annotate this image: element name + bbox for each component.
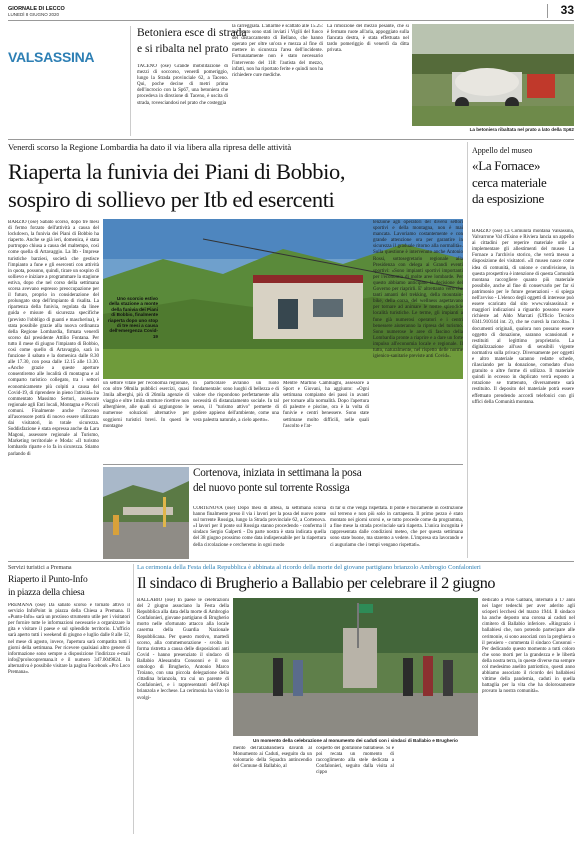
premana-headline-line2: in piazza della chiesa xyxy=(8,587,85,598)
main-column-2: un settore vitale per l'economia regionale, con oltre 98mila pubblici esercizi, quasi 3mila alberghi, più di 26mila agenzie di viaggio e oltre 1mila strutture ricettive non alberghiere, alle quali si aggiungono le numerose soluzioni alternative per soggiorni turistici brevi. In questi le montagne xyxy=(103,381,189,429)
cortenova-column-2: di far sì che venga rispettata. Il ponte è fisicamente in costruzione sul terreno e non più solo in cartapesta. Il primo pezzo è stato montato nei giorni scorsi e, se tutto procede come da programma, a fine mese la strada provinciale sarà riaperta. L'unica incognita è rappresentata dalle condizioni meteo, che per questa settimana sono state buone, ma staremo a vedere. L'impresa sta lavorando e ci auguriamo che i tempi vengano rispettati». xyxy=(330,506,463,548)
main-top-rule xyxy=(8,139,574,140)
main-column-5: tenzione agli operatori del diversi settori sportivi e della montagna, non è mai mancata. Lavoriamo costantemente e con grande attenzione ora per garantire in sicurezza il graduale ritorno alla normalità». Sulla questione è intervenuto anche Antonio Rossi, sottosegretario regionale alla Presidenza con delega ai Grandi eventi sportivi: «Sono impianti sportivi importanti per l'economia di molte aree lombarde. Per questo abbiamo anticipato la decisione del Governo per riaprirli. E' altrettanto vero che tanti amanti del trekking, della mountain-bike, della corsa, del wellness aspettavano per tornare ad animare le nostre splendide località turistiche. Le terme, gli impianti a fune già numerosi operatori e i centri benessere aiuteranno la ripresa del turismo. Sono numerose le aree di fascino della Lombardia pronte a riaprire e a dare un forte impulso all'economia locale e regionale. Il tutto, naturalmente, nel rispetto delle norme igienico-sanitarie previste anti Covid». xyxy=(373,220,463,360)
header-rule xyxy=(8,20,574,21)
section-divider xyxy=(130,26,131,136)
truck-photo xyxy=(412,24,574,126)
premana-divider xyxy=(133,564,134,834)
brugherio-column-4: dedicato a Pino Galbani, internato a 17 anni nei lager tedeschi per aver aderito agli scioperi lecchesi del marzo 1944. Il sindaco ha anche deposto una corona ai caduti nel cimitero di Ballabio inferiore. «Ringrazio i ballabiesi che, non potendo partecipare alle cerimonie, si sono associati con la preghiera o il pensiero - commenta il sindaco Consonni - Per dedicando questo momento a tutti coloro che sono morti per la grandezza e le libertà della nostra terra, in queste diverse ma sempre col medesimo anelito patriottico, questi anno abbiamo associato il ricordo dei ballabiesi vittime della pandemia, caduti in quella battaglia per la vita che ha dolorosamente provato la nostra comunità». xyxy=(482,598,575,695)
cortenova-headline xyxy=(193,466,465,502)
brugherio-column-1: BALLABIO (ose) In paese le celebrazioni del 2 giugno associano la Festa della Repubblica alla data della morte di Ambrogio Confalonieri, giovane partigiano di Brugherio morto nelle sfortunato attacco alla locale caserma della Guardia Nazionale Repubblicana. Per questo motivo, martedì scorso, alla commemorazione - svolta in forma ristretta a causa delle disposizioni anti Covid - hanno presenziato il sindaco di Ballabio Alessandra Consonni e il suo omologo di Brugherio, Antonio Marco Troiano, con una piccola delegazione della cittadina brianzola, tra cui un parente di Confalonieri, e i rappresentanti dell'Anpi brianzola e lecchese. La cerimonia ha visto lo svolgi- xyxy=(137,598,229,701)
masthead xyxy=(8,6,208,20)
brief-headline-line1: Betoniera esce di strada xyxy=(137,27,247,39)
premana-headline-line1: Riaperto il Punto-Info xyxy=(8,575,88,585)
premana-body: PREMANA (ose) Da sabato scorso è tornato attivo il servizio InfoPoint in piazza della Chiesa a Premana. Il «Punto-Info» sarà un prezioso strumento utile per i visitatori per fornire tutte le informazioni necessarie a organizzare la gita e visitare il paese e sul splendido territorio. L'ufficio sarà aperto tutti i weekend di giugno e luglio dalle 8 alle 12, nel mese di agosto, invece, l'apertura sarà compatita tutti i giorni della settimana. Per ricevere qualsiasi altro genere di informazione sono sempre a disposizione l'indirizzo e-mail info@prolocopremana.it e il numero 347.0049824. In alternativa è possibile visitare la pagina Facebook «Pro Loco Premana». xyxy=(8,603,130,676)
brief-column-1: TACENO (ose) Grande mobilitazione di mezzi di soccorso, venerdì pomeriggio, lungo la Strada provinciale 62, a Taceno. Qui, poche decine di metri prima dell'incrocio con la Sp67, una betoniera che procedeva in direzione di Taceno, è uscita di strada, rovesciandosi nel prato che costeggia xyxy=(137,64,228,106)
main-column-3: in particolare avranno un ruolo fondamentale: sono luoghi di bellezza e di valore che rispondono perfettamente alla necessità di distanziamento sociale. In tal senso, il "turismo attivo" permette di godere appieno dell'ambiente, come una vera palestra naturale, a cielo aperto». xyxy=(193,381,279,423)
truck-photo-caption: La betoniera ribaltata nel prato a lato della Sp62 xyxy=(469,127,574,132)
sidebar-body: BARZIO (ose) La Comunità montana Valsassina, Valvarrone Val d'Esino e Riviera lancia un appello ai cittadini per reperire materiale utile a implementare gli allestimenti del museo La Fornace a l'archivio storico, che verrà messo a disposizione dei visitatori. «Il museo nasce come idea di comunità, di unione e condivisione, in questa prospettiva è intenzione di questa Comunità montana raccogliere quanto più materiale possibile, anche al fine di conservarlo per far sì patrimonio per le future generazioni - si spiega nell'avviso - L'elenco degli oggetti di interesse può essere scaricato dal sito www.valsassina.it e maggiori indicazioni a riguardo possono essere richieste ad Aldo Marcati (Ufficio Tecnico 0341.910144 int. 2), che ne curerà la raccolta». I documenti originali, qualora non possano essere oggetto di donazione, saranno scansionati e restituiti al legittimo proprietario. La digitalizzazione all'uso di sensibili vigente normativa sulla privacy. Diversamente per oggetti e altro materiale saranno redatte schede, rilasciando per la donazione, comodato d'uso gratuito o altre forme di utilizzo. Il materiale quindi in eccesso in duplicato verrà esposto a rotazione se trattenuto, diversamente sarà restituito. Il deposito del materiale potrà essere effettuato prendendo accordi telefonici con gli uffici della Comunità montana. xyxy=(472,229,574,405)
cortenova-column-1: CORTENOVA (ose) Dopo mesi di attesa, la settimana scorsa hanno finalmente preso il via i lavori per la posa del nuovo ponte sul torrente Rossiga, lungo la Strada provinciale 62, a Cortenova. «I lavori per il ponte sul Rossiga stanno procedendo - conferma il sindaco Sergio Galperti - Da parte nostra è stata indicata quella del 38 giugno prossimo come data indispensabile per la riapertura della circolazione e cercheremo in ogni modo xyxy=(193,506,326,548)
main-headline-line2: sospiro di sollievo per Itb ed esercenti xyxy=(8,187,335,212)
brief-headline-line2: e si ribalta nel prato xyxy=(137,43,229,55)
sidebar-kicker: Appello del museo xyxy=(472,146,533,155)
brief-column-2: la carreggiata. L'allarme è scattato alle 15.25: sul posto sono stati inviati i Vigili del fuoco del distaccamento di Bellano, che hanno operato per oltre un'ora e mezza al fine di mettere in sicurezza l'area dell'incidente. Fortunatamente non è stato necessario l'intervento del 118: l'autista del mezzo, infatti, non ha riportato ferite e quindi non ha richiedere cure mediche. xyxy=(232,24,323,78)
main-column-1: BARZIO (ose) Sabato scorso, dopo tre mesi di fermo forzato dell'attività a causa del lockdown, la funivia dei Piani di Bobbio ha riaperto. Anche se già ieri, domenica, è stata purtroppo chiusa a causa del maltempo, così come quella di Artavaggio. La Itb - Imprese turistiche barziesi, società che gestisce l'impianto a fune e gli esercenti con attività in quota, possono, quindi, tirare un sospiro di sollievo e iniziare a programmare la stagione estiva, dopo che nel corso della settimana scorsa avevano espresso preoccupazione per il futuro, proprio in considerazione del prolungato stop dell'impianto di risalita. La ripartenza della funivia, regolata da linee guida e misure di sicurezza specifiche (previsto l'obbligo di guanti e mascherina), è stata possibile grazie alla nuova ordinanza della Regione Lombardia, firmata venerdì scorso dal presidente Attilio Fontana. Per tutto il mese di giugno l'impianto di Bobbio, così come quello di Artavaggio, sarà in funzione il sabato e la domenica dalle 8.30 alle 17.30, con posa dalle 12.15 alle 13.30. «Anche grazie a queste aperture consentiremo alle località di montagna e al comparto turistico collegato, tra i settori economicamente più colpiti a causa del Covid-19, di riprendere in pieno l'attività» ha commentato Massimo Sertori, assessore regionale agli Enti locali, Montagna e Piccoli comuni. Finalmente anche l'accesso all'ascensore potrà di nuovo essere utilizzato dai visitatori, in totale sicurezza. Soddisfazione è stata espressa anche da Lara Magoni, assessore regionale al Turismo, Marketing territoriale e Moda: «Il turismo lombardo riparte e lo fa in sicurezza. Stiamo parlando di xyxy=(8,220,99,457)
ceremony-photo xyxy=(233,598,478,736)
main-kicker: Venerdì scorso la Regione Lombardia ha dato il via libera alla ripresa delle attività xyxy=(8,142,292,152)
main-headline-line1: Riaperta la funivia dei Piani di Bobbio, xyxy=(8,159,346,184)
page-number-divider xyxy=(547,4,548,18)
sidebar-divider xyxy=(467,142,468,558)
sidebar-headline-line2: cerca materiale xyxy=(472,174,547,190)
premana-kicker: Servizi turistici a Premana xyxy=(8,565,72,571)
main-headline xyxy=(8,158,463,216)
brugherio-headline: Il sindaco di Brugherio a Ballabio per celebrare il 2 giugno xyxy=(137,574,496,592)
page-number: 33 xyxy=(560,3,574,17)
issue-date: LUNEDÌ 8 GIUGNO 2020 xyxy=(8,12,60,17)
sidebar-headline-line3: da esposizione xyxy=(472,191,544,206)
brief-column-3: La rimozione del mezzo pesante, che si è fermato ruote all'aria, appoggiato sulla fiancata destra, è stata effettuata nel tardo pomeriggio di venerdì da ditta privata. xyxy=(327,24,409,54)
main-column-4: Mentre Martino Cambiaghi, assessore a Sport e Giovani, ha aggiunto: «Ogni settimana compiamo dei passi in avanti per tornare alla normalità. Dopo l'apertura di palestre e piscine, ora è la volta di funivie e centri benessere. Sono state settimane molto difficili, nelle quali l'ascolto e l'at- xyxy=(283,381,369,429)
cortenova-headline-line1: Cortenova, iniziata in settimana la posa xyxy=(193,467,362,479)
sidebar-headline xyxy=(472,158,574,228)
sidebar-headline-line1: «La Fornace» xyxy=(472,158,541,173)
bottom-rule xyxy=(8,561,574,562)
brugherio-column-3: cospetto del gonfalone ballabiese. Si è poi recata un momento di raccoglimento alla stele dedicata a Confalonieri, seguito dalla visita al cippo xyxy=(316,746,394,776)
cortenova-headline-line2: del nuovo ponte sul torrente Rossiga xyxy=(193,482,350,494)
cable-car-caption: Uno scorcio estivo della stazione a monte della funivia dei Piani di Bobbio, finalmente riaperta dopo uno stop di tre mesi a causa dell'emergenza Covid-19 xyxy=(107,296,158,339)
section-label: VALSASSINA xyxy=(8,49,95,65)
cortenova-top-rule xyxy=(103,464,463,465)
premana-headline xyxy=(8,574,133,602)
ceremony-photo-caption: Un momento della celebrazione al monumento dei caduti con i sindaci di Ballabio e Brugherio xyxy=(253,738,458,743)
brugherio-column-2: mento dell'alzabandiera davanti al Monumento ai Caduti, eseguito da un volontario della Squadra antincendio del Comune di Ballabio, al xyxy=(233,746,312,770)
brugherio-kicker: La cerimonia della Festa della Repubblica è abbinata al ricordo della morte del giovane partigiano brianzolo Ambrogio Confalonieri xyxy=(137,564,481,571)
bridge-photo xyxy=(103,467,189,559)
newspaper-name: GIORNALE DI LECCO xyxy=(8,6,65,12)
